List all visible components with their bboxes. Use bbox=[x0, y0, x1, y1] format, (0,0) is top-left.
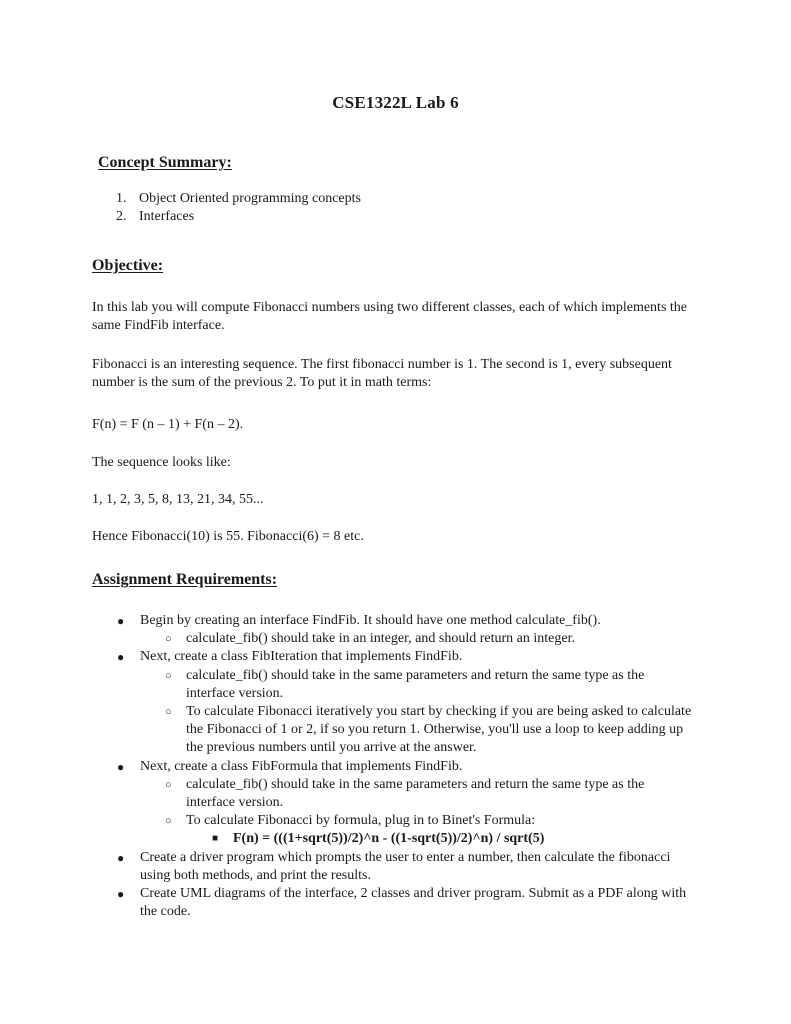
bullet-icon: ● bbox=[117, 759, 125, 774]
list-item-text: calculate_fib() should take in an integer, and should return an integer. bbox=[186, 631, 575, 647]
list-item-text: Create a driver program which prompts the user to enter a number, then calculate the fibonacci using both methods, and print the results. bbox=[140, 849, 671, 883]
list-item bbox=[0, 648, 690, 666]
circle-bullet-icon: ○ bbox=[165, 706, 172, 719]
list-item bbox=[0, 667, 696, 703]
list-item bbox=[116, 208, 361, 226]
list-item-text: To calculate Fibonacci iteratively you start by checking if you are being asked to calculate the Fibonacci of 1 or 2, if so you return 1. Otherwise, you'll use a loop to keep adding up the previous numbers until you arrive at the answer. bbox=[186, 704, 692, 756]
list-item-text: calculate_fib() should take in the same parameters and return the same type as the interface version. bbox=[186, 667, 645, 701]
binet-formula: F(n) = (((1+sqrt(5))/2)^n - ((1-sqrt(5))/2)^n) / sqrt(5) bbox=[233, 831, 545, 847]
list-item-text: Object Oriented programming concepts bbox=[139, 191, 361, 206]
list-item bbox=[0, 849, 690, 885]
list-item-text: Begin by creating an interface FindFib. It should have one method calculate_fib(). bbox=[140, 613, 601, 628]
concept-summary-heading: Concept Summary: bbox=[98, 154, 232, 171]
list-item bbox=[0, 703, 696, 758]
fibonacci-description-paragraph: Fibonacci is an interesting sequence. The first fibonacci number is 1. The second is 1, every subsequent number is the sum of the previous 2. To put it in math terms: bbox=[92, 357, 672, 390]
list-item-number: 2. bbox=[116, 209, 127, 224]
list-item bbox=[0, 830, 703, 848]
list-item-text: calculate_fib() should take in the same parameters and return the same type as the interface version. bbox=[186, 776, 645, 811]
bullet-icon: ● bbox=[117, 850, 125, 865]
fibonacci-example-line: Hence Fibonacci(10) is 55. Fibonacci(6) = 8 etc. bbox=[92, 529, 364, 544]
objective-heading: Objective: bbox=[92, 257, 164, 274]
list-item-text: Create UML diagrams of the interface, 2 classes and driver program. Submit as a PDF along with the code. bbox=[140, 886, 687, 920]
list-item bbox=[0, 630, 696, 648]
objective-intro-paragraph: In this lab you will compute Fibonacci numbers using two different classes, each of which implements the same FindFib interface. bbox=[92, 300, 687, 333]
bullet-icon: ● bbox=[117, 614, 125, 628]
circle-bullet-icon: ○ bbox=[165, 633, 172, 646]
bullet-icon: ● bbox=[117, 887, 125, 902]
concept-summary-list bbox=[116, 190, 361, 226]
bullet-icon: ● bbox=[117, 650, 125, 665]
list-item-text: Next, create a class FibIteration that implements FindFib. bbox=[140, 649, 463, 665]
circle-bullet-icon: ○ bbox=[165, 815, 172, 828]
list-item-text: Next, create a class FibFormula that implements FindFib. bbox=[140, 758, 463, 774]
list-item-number: 1. bbox=[116, 191, 127, 206]
list-item bbox=[0, 758, 690, 776]
sequence-label: The sequence looks like: bbox=[92, 455, 231, 470]
circle-bullet-icon: ○ bbox=[165, 669, 172, 682]
document-title: CSE1322L Lab 6 bbox=[332, 93, 459, 112]
sequence-values: 1, 1, 2, 3, 5, 8, 13, 21, 34, 55... bbox=[92, 492, 264, 507]
fibonacci-formula-line: F(n) = F (n – 1) + F(n – 2). bbox=[92, 417, 244, 432]
circle-bullet-icon: ○ bbox=[165, 778, 172, 791]
list-item bbox=[0, 812, 696, 830]
list-item-text: To calculate Fibonacci by formula, plug in to Binet's Formula: bbox=[186, 813, 536, 829]
square-bullet-icon: ■ bbox=[212, 833, 219, 845]
assignment-requirements-heading: Assignment Requirements: bbox=[92, 571, 278, 588]
list-item bbox=[0, 776, 696, 812]
list-item bbox=[0, 612, 690, 630]
list-item-text: Interfaces bbox=[139, 209, 195, 224]
list-item bbox=[0, 885, 690, 921]
requirements-list bbox=[0, 612, 791, 921]
list-item bbox=[116, 190, 361, 208]
